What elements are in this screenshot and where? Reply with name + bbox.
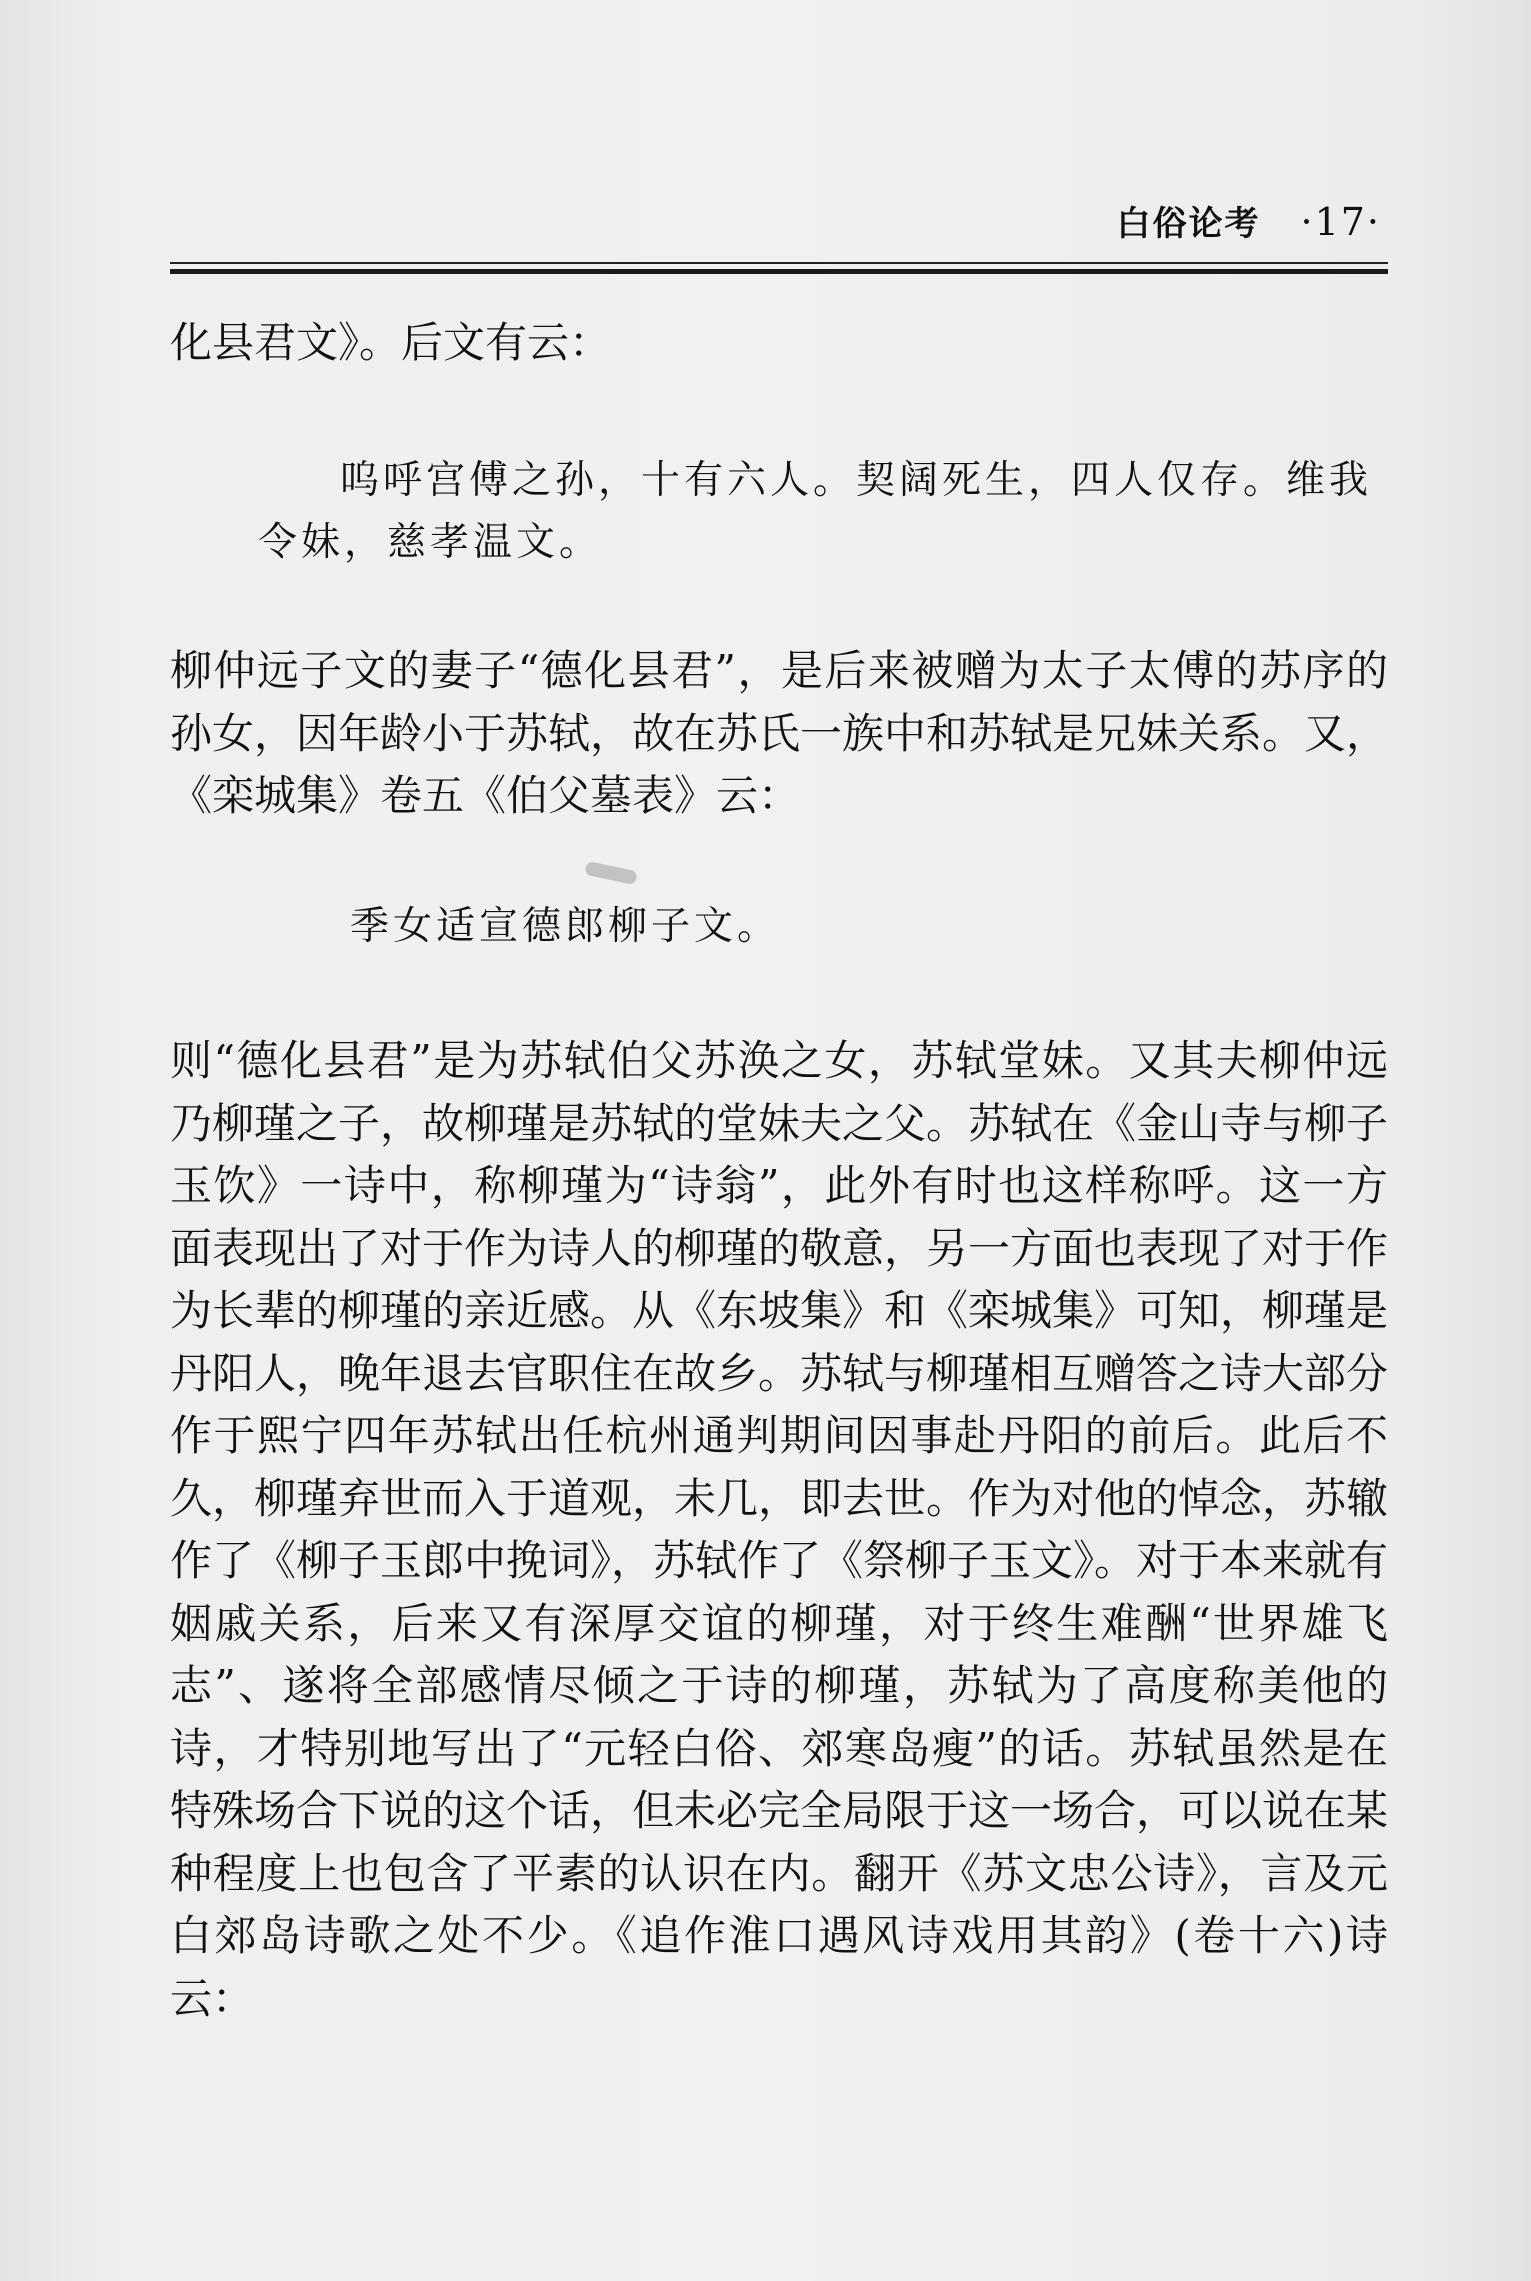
paragraph-3: 则“德化县君”是为苏轼伯父苏涣之女，苏轼堂妹。又其夫柳仲远乃柳瑾之子，故柳瑾是苏轼的堂妹夫之父。苏轼在《金山寺与柳子玉饮》一诗中，称柳瑾为“诗翁”，此外有时也这样称呼。这一方面表现出了对于作为诗人的柳瑾的敬意，另一方面也表现了对于作为长辈的柳瑾的亲近感。从《东坡集》和《栾城集》可知，柳瑾是丹阳人，晚年退去官职住在故乡。苏轼与柳瑾相互赠答之诗大部分作于熙宁四年苏轼出任杭州通判期间因事赴丹阳的前后。此后不久，柳瑾弃世而入于道观，未几，即去世。作为对他的悼念，苏辙作了《柳子玉郎中挽词》，苏轼作了《祭柳子玉文》。对于本来就有姻戚关系，后来又有深厚交谊的柳瑾，对于终生难酬“世界雄飞志”、遂将全部感情尽倾之于诗的柳瑾，苏轼为了高度称美他的诗，才特别地写出了“元轻白俗、郊寒岛瘦”的话。苏轼虽然是在特殊场合下说的这个话，但未必完全局限于这一场合，可以说在某种程度上也包含了平素的认识在内。翻开《苏文忠公诗》，言及元白郊岛诗歌之处不少。《追作淮口遇风诗戏用其韵》(卷十六)诗云：: [170, 1036, 1389, 2023]
paragraph-1: 化县君文》。后文有云：: [170, 318, 612, 367]
quote-1-line-2: 令妹，慈孝温文。: [258, 520, 603, 565]
paragraph-2: 柳仲远子文的妻子“德化县君”，是后来被赠为太子太傅的苏序的孙女，因年龄小于苏轼，故在苏氏一族中和苏轼是兄妹关系。又，《栾城集》卷五《伯父墓表》云：: [170, 646, 1389, 820]
quote-1-line-1: 呜呼宫傅之孙，十有六人。契阔死生，四人仅存。维我: [340, 458, 1373, 503]
running-head-title: 白俗论考: [1116, 204, 1261, 244]
header-rule-thin: [170, 262, 1388, 264]
quote-2: 季女适宣德郎柳子文。: [350, 904, 781, 949]
header-rule-thick: [170, 269, 1388, 274]
page-number: ·17·: [1300, 200, 1381, 244]
print-smudge: [584, 861, 638, 886]
running-head: [1116, 196, 1381, 245]
